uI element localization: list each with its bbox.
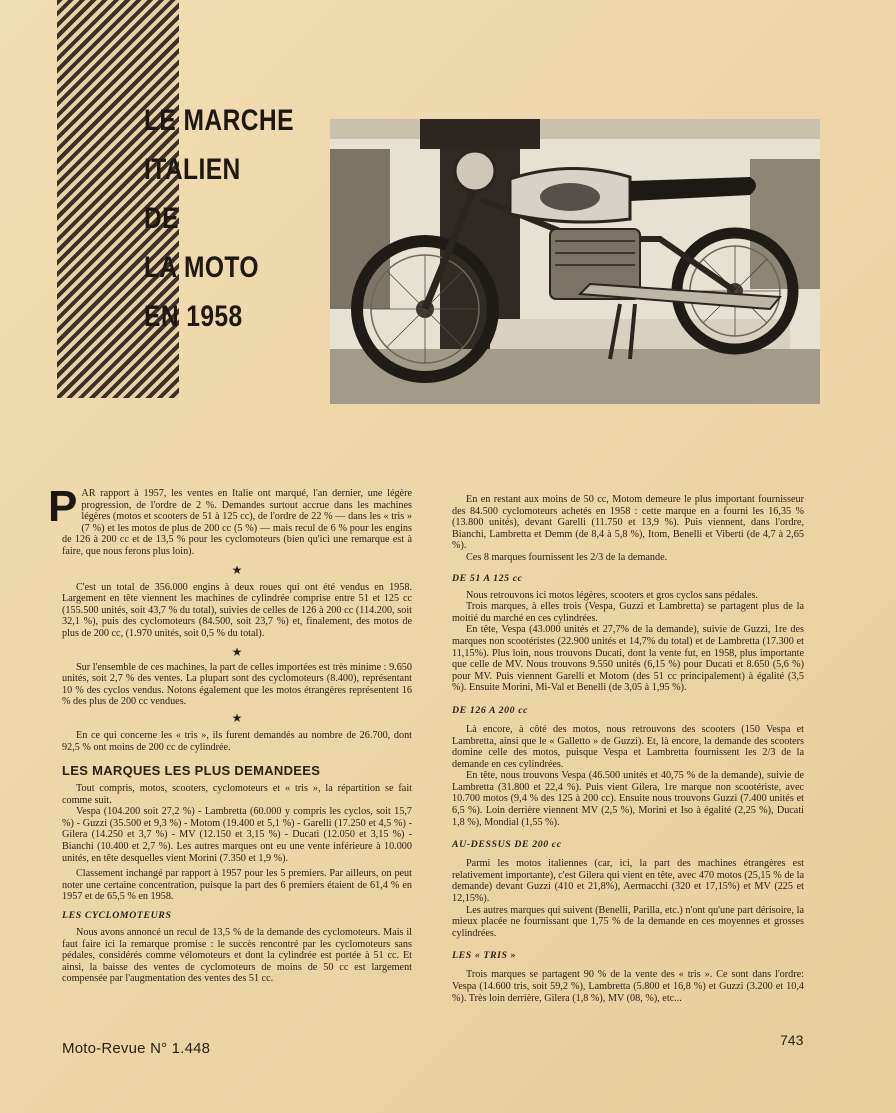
paragraph-marques-1: Tout compris, motos, scooters, cyclomoteurs et « tris », la répartition se fait comme suit. xyxy=(62,783,412,806)
intro-text: AR rapport à 1957, les ventes en Italie ont marqué, l'an dernier, une légère progression, de l'ordre de 2 %. Demandes surtout accrue dans les machines légères (motos et scooters de 51 à 125 cc), de l'ordre de 22 % — dans les « tris » (7 %) et les motos de plus de 200 cc (5 %) — mais recul de 6 % pour les engins de 126 à 200 cc et de 13,5 % pour les cyclomoteurs (bien qu'ici une remarque est à faire, que nous ferons plus loin). xyxy=(62,488,412,557)
left-column xyxy=(48,482,412,985)
separator-star: ★ xyxy=(231,710,243,725)
intro-paragraph xyxy=(48,482,412,558)
article-title xyxy=(144,96,294,341)
paragraph-51-1: Nous retrouvons ici motos légères, scooters et gros cyclos sans pédales. xyxy=(466,589,758,601)
title-line-3: DE xyxy=(144,202,180,235)
paragraph-marques-3: Classement inchangé par rapport à 1957 pour les 5 premiers. Par ailleurs, on peut noter une certaine concentration, puisque la part des 6 premiers étaient de 61,4 % en 1957 et de 65,5 % en 1958. xyxy=(62,868,412,903)
heading-51-125: DE 51 A 125 cc xyxy=(452,572,523,584)
paragraph-51-3: En tête, Vespa (43.000 unités et 27,7% de la demande), suivie de Guzzi, 1re des marques non scootéristes (22.900 unités et 14,7% du total) et de Lambretta (17.300 et 11,15%). Plus loin, nous trouvons Ducati, dont la vente fut, en 1958, plus importante que celle de MV. Nous trouvons 9.550 unités (6,15 %) pour Ducati et 8.650 (5,6 %) pour MV. Puis viennent Garelli et Motom (des 51 cc principalement) à égalité (3,5 %). Ensuite Morini, Mi-Val et Benelli (de 3,05 à 1,95 %). xyxy=(452,624,804,694)
title-line-1: LE MARCHE xyxy=(144,104,294,137)
paragraph-200-2: Les autres marques qui suivent (Benelli, Parilla, etc.) n'ont qu'une part dérisoire, la mieux placée ne fournissant que 1,75 % de la demande en ces moyennes et grosses cylindrées. xyxy=(452,904,804,939)
paragraph-total: C'est un total de 356.000 engins à deux roues qui ont été vendus en 1958. Largement en tête viennent les machines de cylindrée comprise entre 51 et 125 cc (155.500 unités, soit 43,7 % du total), suivies de celles de 126 à 200 cc (114.200, soit 32,1 %), puis des cyclomoteurs (84.500, soit 23,7 %) et, finalement, des motos de plus de 200 cc, (1.970 unités, soit 0,5 % du total). xyxy=(62,581,412,639)
heading-cyclomoteurs: LES CYCLOMOTEURS xyxy=(62,910,172,922)
paragraph-126-2: En tête, nous trouvons Vespa (46.500 unités et 40,75 % de la demande), suivie de Lambretta (31.800 et 22,4 %). Puis vient Gilera, 1re marque non scootériste, avec 10.700 motos (9,4 % des 125 à 200 cc). Ensuite nous trouvons Guzzi (7.400 unités et 6,5 %). Loin derrière viennent MV (2,5 %), Morini et Iso à égalité (2,25 %), Ducati 1,8 %), Mondial (1,55 %). xyxy=(452,770,804,828)
page-number: 743 xyxy=(780,1032,804,1048)
title-line-5: EN 1958 xyxy=(144,300,243,333)
paragraph-200-1: Parmi les motos italiennes (car, ici, la part des machines étrangères est relativement importante), c'est Gilera qui vient en tête, avec 470 motos (25,15 % de la demande) devant Guzzi (410 et 21,8%), Aermacchi (320 et 17,15%) et MV (225 et 12,15%). xyxy=(452,858,804,905)
paragraph-50cc-1: En en restant aux moins de 50 cc, Motom demeure le plus important fournisseur des 84.500 cyclomoteurs achetés en 1958 : cette marque en a fourni les 16,35 % (13.800 unités), devant Garelli (11.750 et 13,9 %). Puis viennent, dans l'ordre, Bianchi, Lambretta et Demm (de 8,4 à 5,8 %), Itom, Benelli et Viberti (de 4,7 à 2,65 %). xyxy=(452,494,804,552)
title-line-4: LA MOTO xyxy=(144,251,259,284)
paragraph-126-1: Là encore, à côté des motos, nous retrouvons des scooters (150 Vespa et Lambretta, ainsi que le « Galletto » de Guzzi). Et, là encore, la demande des scooters domine celle des motos, puisque Vespa et Lambretta fournissent les 2/3 de la demande en ces cylindrées. xyxy=(452,723,804,770)
paragraph-51-2: Trois marques, à elles trois (Vespa, Guzzi et Lambretta) se partagent plus de la moitié du marché en ces cylindrées. xyxy=(452,601,804,624)
paragraph-marques-2: Vespa (104.200 soit 27,2 %) - Lambretta (60.000 y compris les cyclos, soit 15,7 %) - Guzzi (35.500 et 9,3 %) - Motom (19.400 et 5,1 %) - Garelli (17.250 et 4,5 %) - Gilera (14.250 et 3,7 %) - MV (12.150 et 3,15 %) - Ducati (12.050 et 3,15 %) - Bianchi (10.400 et 2,7 %). Les autres marques ont eu une vente inférieure à 10.000 unités, en tête desquelles vient Morini (7.350 et 1,9 %). xyxy=(62,806,412,864)
drop-cap: P xyxy=(48,482,78,531)
motorcycle-illustration xyxy=(330,119,820,404)
paragraph-cyclomoteurs: Nous avons annoncé un recul de 13,5 % de la demande des cyclomoteurs. Mais il faut faire ici la remarque promise : le succès rencontré par les cyclomoteurs sans pédales, considérés comme vélomoteurs et dont la cylindrée est portée à 51 cc. Et ainsi, la baisse des ventes de cyclomoteurs de moins de 50 cc est largement compensée par l'augmentation des ventes des 51 cc. xyxy=(62,927,412,985)
heading-tris: LES « TRIS » xyxy=(452,950,517,962)
paragraph-50cc-2: Ces 8 marques fournissent les 2/3 de la demande. xyxy=(466,551,668,563)
magazine-issue: Moto-Revue N° 1.448 xyxy=(62,1040,211,1057)
separator-star: ★ xyxy=(231,644,243,659)
right-column xyxy=(452,494,804,1004)
heading-marques: LES MARQUES LES PLUS DEMANDEES xyxy=(62,763,321,779)
heading-200-plus: AU-DESSUS DE 200 cc xyxy=(452,839,562,851)
motorcycle-photo xyxy=(330,119,820,404)
separator-star: ★ xyxy=(231,562,243,577)
paragraph-tris: Trois marques se partagent 90 % de la vente des « tris ». Ce sont dans l'ordre: Vespa (14.600 tris, soit 59,2 %), Lambretta (5.800 et 16,8 %) et Guzzi (3.200 et 10,4 %). Très loin derrière, Gilera (1,8 %), MV (08, %), etc... xyxy=(452,969,804,1004)
title-line-2: ITALIEN xyxy=(144,153,241,186)
paragraph-tris-intro: En ce qui concerne les « tris », ils furent demandés au nombre de 26.700, dont 92,5 % ont moins de 200 cc de cylindrée. xyxy=(62,729,412,753)
heading-126-200: DE 126 A 200 cc xyxy=(452,704,529,716)
paragraph-import: Sur l'ensemble de ces machines, la part de celles importées est très minime : 9.650 unités, soit 2,7 % des ventes. La plupart sont des cyclomoteurs (8.400), représentant 10 % des cyclos vendus. Notons également que les motos étrangères représentent 16 % des plus de 200 cc vendues. xyxy=(62,661,412,708)
